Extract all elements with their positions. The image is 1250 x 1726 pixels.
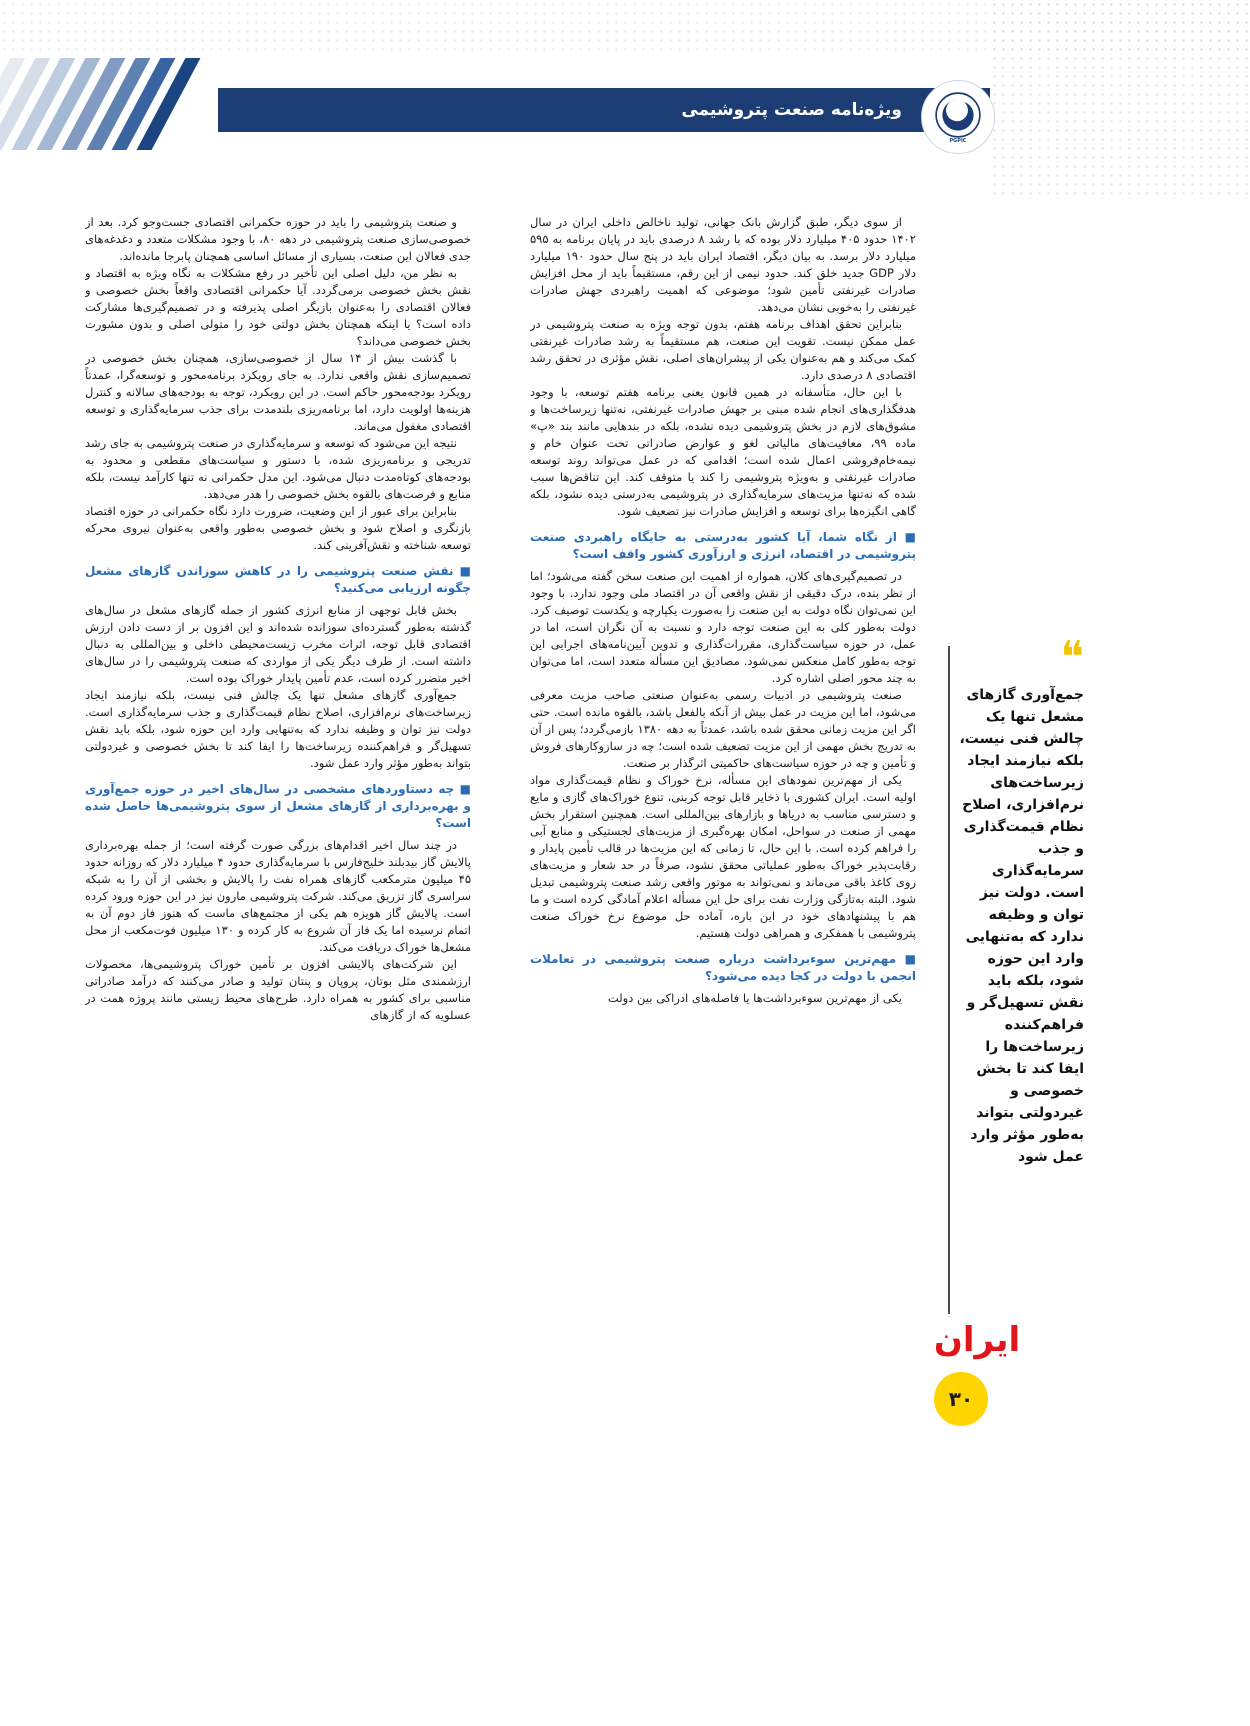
halftone-dots-right [990, 0, 1250, 195]
page-title: ویژه‌نامه صنعت پتروشیمی [681, 100, 902, 120]
question-heading: ■ مهم‌ترین سوءبرداشت درباره صنعت پتروشیمی در تعاملات انجمن با دولت در کجا دیده می‌شود؟ [530, 952, 916, 983]
paragraph: بخش قابل توجهی از منابع انرژی کشور از جمله گازهای مشعل در سال‌های گذشته به‌طور گسترده‌ای سوزانده شده‌اند و این افزون بر از دست دادن ارزش اقتصادی قابل توجه، اثرات مخرب زیست‌محیطی داخلی و بین‌المللی به دنبال داشته است. از طرف دیگر یکی از مواردی که صنعت پتروشیمی را در سال‌های اخیر متضرر کرده است، عدم تأمین پایدار خوراک بوده است. [85, 603, 471, 685]
paragraph: با این حال، متأسفانه در همین قانون یعنی برنامه هفتم توسعه، با وجود هدفگذاری‌های انجام شده مبنی بر جهش صادرات غیرنفتی، نه‌تنها زیرساخت‌ها و مشوق‌های لازم در بخش پتروشیمی دیده نشده، بلکه در بندهایی مانند بند «پ» ماده ۹۹، معافیت‌های مالیاتی لغو و عوارض صادراتی تحت عنوان خام و نیمه‌خام‌فروشی اعمال شده است؛ اقدامی که در عمل می‌تواند روند توسعه صادرات غیرنفتی و به‌ویژه پتروشیمی را کند یا متوقف کند. این تناقض‌ها سبب شده که نه‌تنها مزیت‌های سرمایه‌گذاری در پتروشیمی به‌درستی دیده نشود، بلکه گاهی انگیزه‌ها برای توسعه و افزایش صادرات نیز تضعیف شود. [530, 385, 916, 518]
article-column-left [85, 214, 471, 1496]
paragraph: و صنعت پتروشیمی را باید در حوزه حکمرانی اقتصادی جست‌وجو کرد. بعد از خصوصی‌سازی صنعت پتروشیمی در دهه ۸۰، با وجود مشکلات متعدد و دغدغه‌های جدی فعالان این صنعت، بسیاری از مسائل اساسی همچنان پابرجا مانده‌اند. [85, 215, 471, 263]
paragraph: در چند سال اخیر اقدام‌های بزرگی صورت گرفته است؛ از جمله بهره‌برداری پالایش گاز بیدبلند خلیج‌فارس با سرمایه‌گذاری حدود ۴ میلیارد دلار که روزانه حدود ۴۵ میلیون مترمکعب گازهای همراه نفت را پالایش و بخشی از آن را به شبکه سراسری گاز تزریق می‌کند. شرکت پتروشیمی مارون نیز در این حوزه ورود کرده است. پالایش گاز هویزه هم یکی از مجتمع‌های ماست که هنوز فاز دوم آن به اتمام نرسیده اما یک فاز آن شروع به کار کرده و ۱۳۰ میلیون فوت‌مکعب از محل مشعل‌ها خوراک دریافت می‌کند. [85, 838, 471, 954]
pull-quote-rule [948, 646, 950, 1314]
paragraph: صنعت پتروشیمی در ادبیات رسمی به‌عنوان صنعتی صاحب مزیت معرفی می‌شود، اما این مزیت در عمل بیش از آنکه بالفعل باشد، بالقوه مانده است. حتی اگر این مزیت زمانی محقق شده باشد، عمدتاً به دهه ۱۳۸۰ بازمی‌گردد؛ پس از آن به تدریج بخش مهمی از این مزیت تضعیف شده است؛ چه در سازوکارهای فروش و تأمین و چه در حوزه سیاست‌های حاکمیتی اثرگذار بر صنعت. [530, 688, 916, 770]
pgpic-logo-caption: PGPIC [949, 138, 967, 144]
header-stripes [0, 58, 236, 150]
header-bar [218, 88, 990, 132]
paragraph: جمع‌آوری گازهای مشعل تنها یک چالش فنی نیست، بلکه نیازمند ایجاد زیرساخت‌های نرم‌افزاری، اصلاح نظام قیمت‌گذاری و جذب سرمایه‌گذاری است. دولت نیز توان و وظیفه ندارد که به‌تنهایی وارد این حوزه شود، بلکه باید نقش تسهیل‌گر و فراهم‌کننده زیرساخت‌ها را ایفا کند تا بخش خصوصی و غیردولتی بتواند به‌طور مؤثر وارد عمل شود. [85, 688, 471, 770]
iran-brand-logo: ایران [933, 1320, 1021, 1360]
pull-quote-text: جمع‌آوری گازهای مشعل تنها یک چالش فنی نیست، بلکه نیازمند ایجاد زیرساخت‌های نرم‌افزاری، اصلاح نظام قیمت‌گذاری و جذب سرمایه‌گذاری است. دولت نیز توان و وظیفه ندارد که به‌تنهایی وارد این حوزه شود، بلکه باید نقش تسهیل‌گر و فراهم‌کننده زیرساخت‌ها را ایفا کند تا بخش خصوصی و غیردولتی بتواند به‌طور مؤثر وارد عمل شود [959, 687, 1084, 1165]
pull-quote [958, 632, 1084, 1168]
paragraph: از سوی دیگر، طبق گزارش بانک جهانی، تولید ناخالص داخلی ایران در سال ۱۴۰۲ حدود ۴۰۵ میلیارد دلار بوده که با رشد ۸ درصدی باید در پایان برنامه به ۵۹۵ میلیارد دلار برسد. به بیان دیگر، اقتصاد ایران باید در پنج سال حدود ۱۹۰ میلیارد دلار GDP جدید خلق کند. حدود نیمی از این رقم، مستقیماً باید از محل افزایش صادرات غیرنفتی تأمین شود؛ موضوعی که اهمیت راهبردی جهش صادرات غیرنفتی را به‌خوبی نشان می‌دهد. [530, 215, 916, 314]
paragraph: به نظر من، دلیل اصلی این تأخیر در رفع مشکلات به نگاه ویژه به اقتصاد و نقش بخش خصوصی برمی‌گردد. آیا حکمرانی اقتصادی واقعاً بخش خصوصی و فعالان اقتصادی را به‌عنوان بازیگر اصلی پذیرفته و در تصمیم‌گیری‌ها مشارکت داده است؟ یا اینکه همچنان بخش دولتی خود را متولی اصلی و بدون مشورت بخش خصوصی می‌داند؟ [85, 266, 471, 348]
paragraph: نتیجه این می‌شود که توسعه و سرمایه‌گذاری در صنعت پتروشیمی به جای رشد تدریجی و برنامه‌ریزی شده، با دستور و سیاست‌های مقطعی و محدود به بودجه‌های کوتاه‌مدت دنبال می‌شود. این مدل حکمرانی نه تنها کارآمد نیست، بلکه منابع و فرصت‌های بالقوه بخش خصوصی را هدر می‌دهد. [85, 436, 471, 501]
question-heading: ■ از نگاه شما، آیا کشور به‌درستی به جایگاه راهبردی صنعت پتروشیمی در اقتصاد، انرژی و ارزآوری کشور واقف است؟ [530, 530, 916, 561]
paragraph: این شرکت‌های پالایشی افزون بر تأمین خوراک پتروشیمی‌ها، محصولات ارزشمندی مثل بوتان، پروپان و پنتان تولید و صادر می‌کنند که درآمد صادراتی مناسبی برای کشور به همراه دارد. طرح‌های محیط زیستی مانند پروژه همت در عسلویه که از گازهای [85, 957, 471, 1022]
paragraph: یکی از مهم‌ترین نمودهای این مسأله، نرخ خوراک و نظام قیمت‌گذاری مواد اولیه است. ایران کشوری با ذخایر قابل توجه کربنی، تنوع خوراک‌های گازی و مایع و دسترسی مناسب به دریاها و بازارهای بین‌المللی است. همچنین استقرار بخش مهمی از صنعت در سواحل، امکان بهره‌گیری از مزیت‌های لجستیکی و منابع آبی را فراهم کرده است. با این حال، تا زمانی که این مزیت‌ها در قالب تأمین پایدار و رقابت‌پذیر خوراک به‌طور عملیاتی محقق نشود، صرفاً در حد شعار و مزیت‌های روی کاغذ باقی می‌ماند و نمی‌تواند به موتور واقعی رشد صنعت پتروشیمی تبدیل شود. البته به‌تازگی وزارت نفت برای حل این مسأله اعلام آمادگی کرده است و ما هم با پیشنهادهای خود در این باره، آماده حل موضوع نرخ خوراک صنعت پتروشیمی با همفکری و همراهی دولت هستیم. [530, 773, 916, 940]
pgpic-logo [921, 80, 995, 154]
page-number-badge [934, 1372, 988, 1426]
paragraph: بنابراین تحقق اهداف برنامه هفتم، بدون توجه ویژه به صنعت پتروشیمی در عمل ممکن نیست. تقویت این صنعت، هم مستقیماً به رشد صادرات غیرنفتی کمک می‌کند و هم به‌عنوان یکی از پیشران‌های اصلی، نقش مؤثری در تحقق رشد اقتصادی ۸ درصدی دارد. [530, 317, 916, 382]
paragraph: بنابراین برای عبور از این وضعیت، ضرورت دارد نگاه حکمرانی در حوزه اقتصاد بازنگری و اصلاح شود و بخش خصوصی به‌طور واقعی به‌عنوان نیروی محرکه توسعه شناخته و نقش‌آفرینی کند. [85, 504, 471, 552]
article-column-right [530, 214, 916, 1466]
paragraph: یکی از مهم‌ترین سوءبرداشت‌ها یا فاصله‌های ادراکی بین دولت [607, 991, 902, 1005]
halftone-dots-top [0, 0, 1250, 55]
page-number: ۳۰ [948, 1387, 974, 1411]
quote-icon: ❝ [1060, 632, 1084, 683]
question-heading: ■ نقش صنعت پتروشیمی را در کاهش سوزاندن گازهای مشعل چگونه ارزیابی می‌کنید؟ [85, 564, 471, 595]
pgpic-emblem-icon [933, 90, 983, 140]
paragraph: با گذشت بیش از ۱۴ سال از خصوصی‌سازی، همچنان بخش خصوصی در تصمیم‌سازی نقش واقعی ندارد. به جای رویکرد برنامه‌محور و توسعه‌گرا، عمدتاً رویکرد بودجه‌محور حاکم است. در این رویکرد، توجه به بودجه‌های سالانه و کنترل هزینه‌ها اولویت دارد، اما برنامه‌ریزی بلندمدت برای جذب سرمایه‌گذاری و توسعه اقتصادی مغفول می‌ماند. [85, 351, 471, 433]
question-heading: ■ چه دستاوردهای مشخصی در سال‌های اخیر در حوزه جمع‌آوری و بهره‌برداری از گازهای مشعل از سوی پتروشیمی‌ها حاصل شده است؟ [85, 782, 471, 830]
paragraph: در تصمیم‌گیری‌های کلان، همواره از اهمیت این صنعت سخن گفته می‌شود؛ اما از نظر بنده، درک دقیقی از نقش واقعی آن در اقتصاد ملی وجود ندارد. با وجود این نمی‌توان نگاه دولت به این صنعت را به‌صورت یکپارچه و یکدست توصیف کرد. دولت به‌طور کلی به این صنعت توجه دارد و نسبت به آن نگران است، اما در عمل، در حوزه سیاست‌گذاری، مقررات‌گذاری و تدوین آیین‌نامه‌های اجرایی این توجه به‌طور کامل منعکس نمی‌شود. مصادیق این مسأله متعدد است، اما می‌توان به چند محور اصلی اشاره کرد. [530, 569, 916, 685]
